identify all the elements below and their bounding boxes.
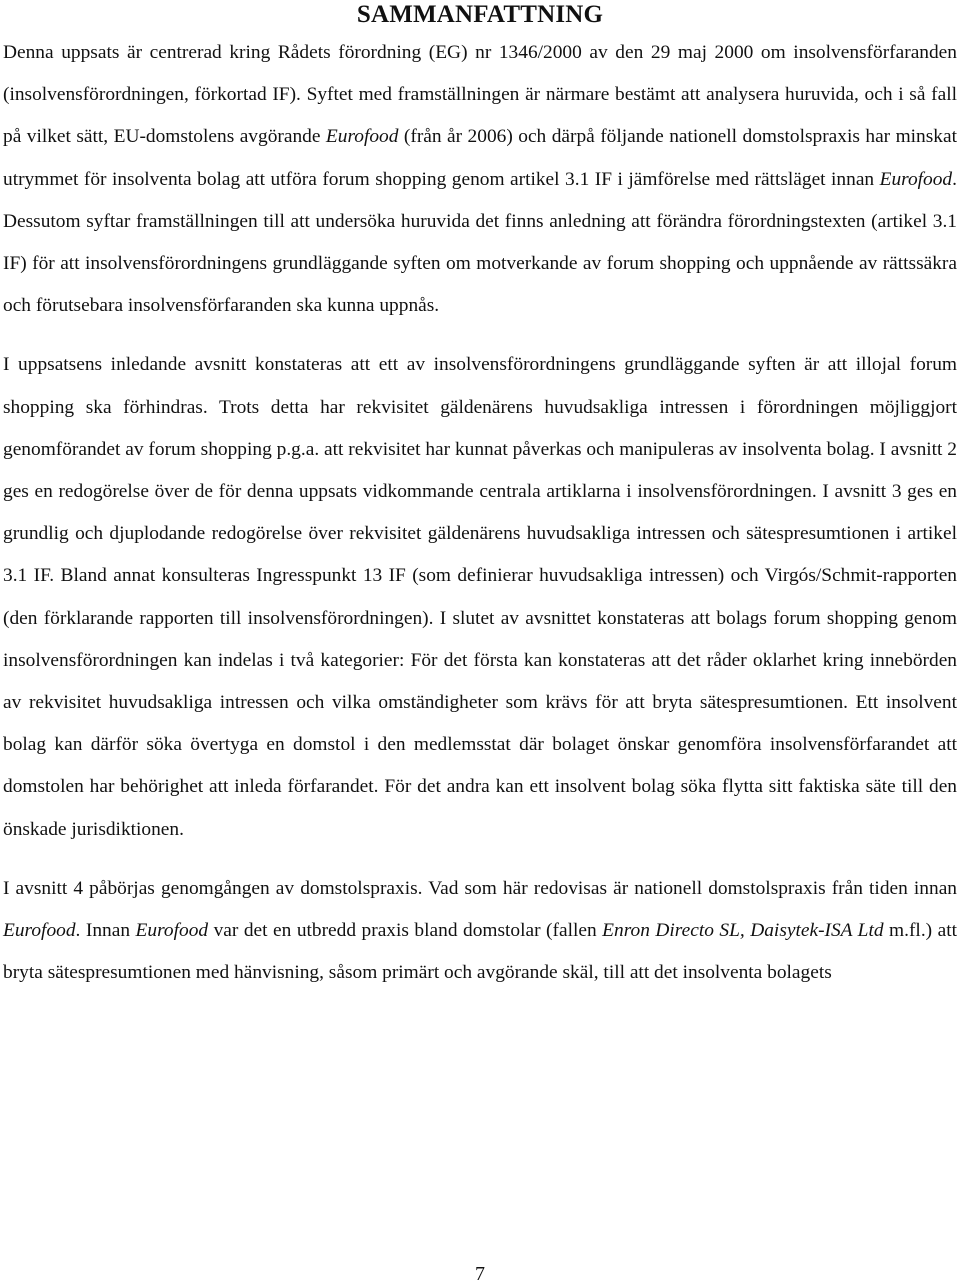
case-name-eurofood: Eurofood [3, 920, 76, 942]
case-name-eurofood: Eurofood [135, 920, 209, 942]
text-segment: I uppsatsens inledande avsnitt konstateras att ett av insolvensförordningens grundläggande syften är att illojal forum shopping ska förhindras. Trots detta har rekvisitet gäldenärens huvudsakliga intressen i förordningen möjliggjort genomförandet av forum shopping p.g.a. att rekvisitet har kunnat påverkas och manipuleras av insolventa bolag. I avsnitt 2 ges en redogörelse över de för denna uppsats vidkommande centrala artiklarna i insolvensförordningen. I avsnitt 3 ges en grundlig och djuplodande redogörelse över rekvisitet gäldenärens huvudsakliga intressen och sätespresumtionen i artikel 3.1 IF. Bland annat konsulteras Ingresspunkt 13 IF (som definierar huvudsakliga intressen) och Virgós/Schmit-rapporten (den förklarande rapporten till insolvensförordningen). I slutet av avsnittet konstateras att bolags forum shopping genom insolvensförordningen kan indelas i två kategorier: För det första kan konstateras att det råder oklarhet kring innebörden av rekvisitet huvudsakliga intressen och vilka omständigheter som krävs för att bryta sätespresumtionen. Ett insolvent bolag kan därför söka övertyga en domstol i den medlemsstat där bolaget önskar genomföra insolvensförfarandet att domstolen har behörighet att inleda förfarandet. För det andra kan ett insolvent bolag söka flytta sitt faktiska säte till den önskade jurisdiktionen. [3, 354, 957, 840]
text-segment: I avsnitt 4 påbörjas genomgången av domstolspraxis. Vad som här redovisas är nationell domstolspraxis från tiden innan [3, 877, 957, 899]
text-segment: . Innan [75, 920, 136, 942]
case-name-eurofood: Eurofood [325, 126, 399, 148]
paragraph-1 [3, 32, 957, 327]
section-heading: SAMMANFATTNING [356, 1, 604, 28]
text-segment: var det en utbredd praxis bland domstolar (fallen [208, 920, 603, 942]
text-segment: m.fl.) att bryta sätespresumtionen med hänvisning, såsom primärt och avgörande skäl, till att det insolventa bolagets [3, 920, 957, 984]
case-name-eurofood: Eurofood [879, 168, 953, 190]
text-segment: . Dessutom syftar framställningen till att undersöka huruvida det finns anledning att förändra förordningstexten (artikel 3.1 IF) för att insolvensförordningens grundläggande syften om motverkande av forum shopping och uppnående av rättssäkra och förutsebara insolvensförfaranden ska kunna uppnås. [3, 168, 957, 317]
document-page [3, 0, 957, 994]
paragraph-2 [3, 344, 957, 850]
text-segment: Denna uppsats är centrerad kring Rådets förordning (EG) nr 1346/2000 av den 29 maj 2000 om insolvensförfaranden (insolvensförordningen, förkortad IF). Syftet med framställningen är närmare bestämt att analysera huruvida, och i så fall på vilket sätt, EU-domstolens avgörande [3, 42, 957, 148]
paragraph-3 [3, 868, 957, 995]
text-segment: (från år 2006) och därpå följande nationell domstolspraxis har minskat utrymmet för insolventa bolag att utföra forum shopping genom artikel 3.1 IF i jämförelse med rättsläget innan [3, 126, 957, 190]
page-number: 7 [475, 1263, 485, 1285]
case-names: Enron Directo SL, Daisytek-ISA Ltd [602, 920, 884, 942]
